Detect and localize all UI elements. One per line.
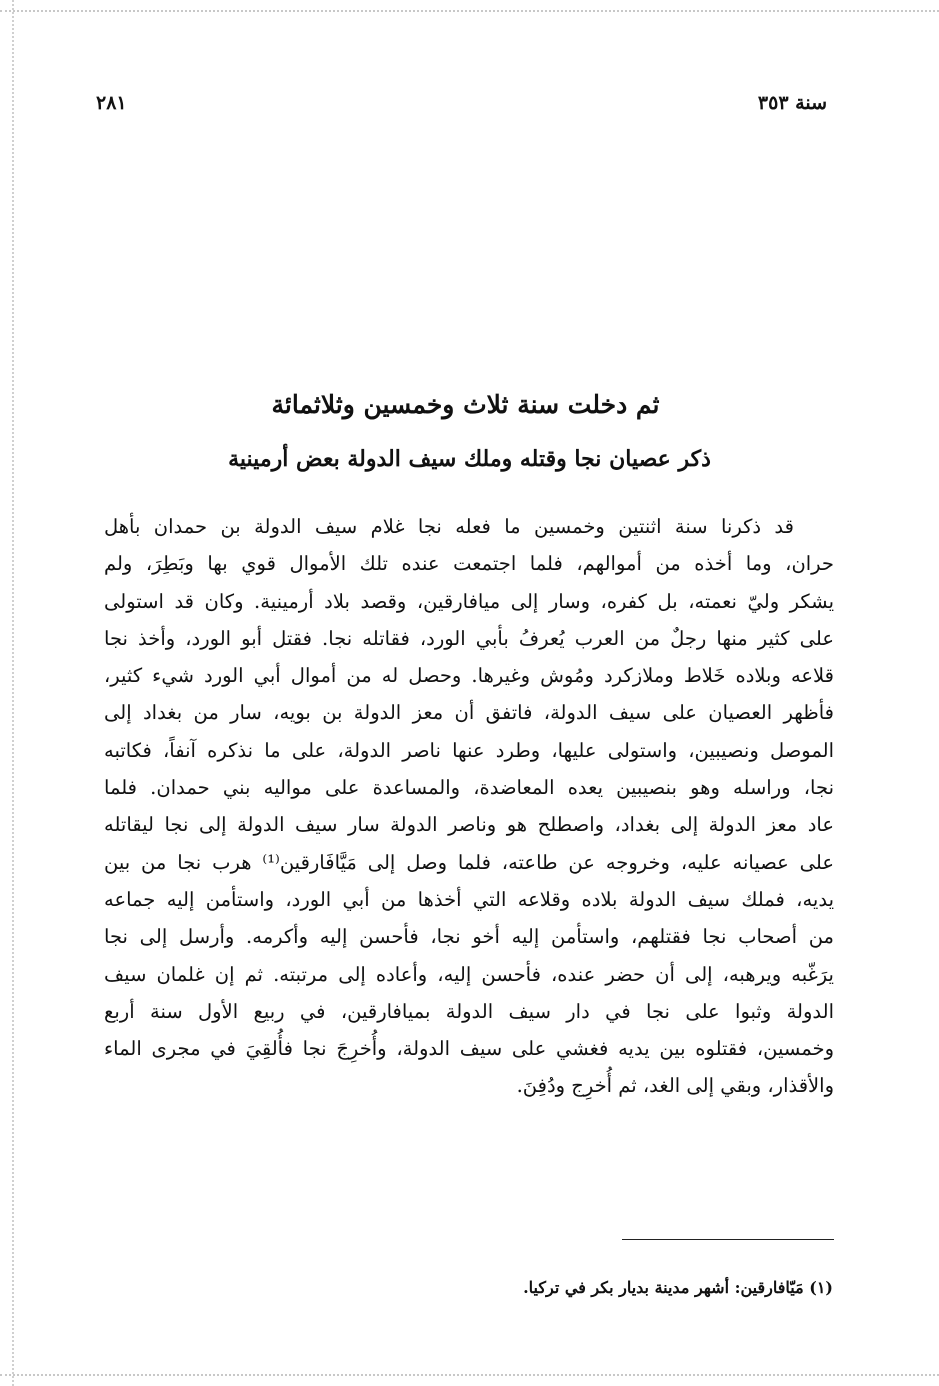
body-line: قد ذكرنا سنة اثنتين وخمسين ما فعله نجا غلام سيف الدولة بن حمدان بأهل	[104, 515, 794, 538]
running-head: سنة ٣٥٣	[757, 92, 827, 114]
body-line: من أصحاب نجا فقتلهم، واستأمن إليه أخو نجا، فأحسن إليه وأكرمه. وأرسل إلى نجا	[104, 925, 834, 949]
footnote: (١) مَيّافارقين: أشهر مدينة بديار بكر في تركيا.	[523, 1278, 833, 1297]
body-line: نجا، وراسله وهو بنصيبين يعده المعاضدة، والمساعدة على مواليه بني حمدان. فلما	[104, 776, 834, 800]
body-line: على عصيانه عليه، وخروجه عن طاعته، فلما وصل إلى مَيَّافَارقين⁽¹⁾ هرب نجا من بين	[104, 850, 835, 874]
body-line: حران، وما أخذه من أموالهم، فلما اجتمعت عنده تلك الأموال قوي بها وبَطِرَ، ولم	[104, 552, 834, 576]
scan-border-top	[0, 0, 939, 12]
body-line: وخمسين، فقتلوه بين يديه فغشي على سيف الدولة، وأُخرِجَ نجا فأُلقِيَ في مجرى الماء	[104, 1037, 834, 1061]
body-text	[104, 508, 834, 1105]
page-number: ٢٨١	[96, 92, 127, 114]
footnote-separator	[622, 1239, 834, 1240]
body-line: فأظهر العصيان على سيف الدولة، فاتفق أن معز الدولة بن بويه، سار من بغداد إلى	[104, 701, 834, 725]
body-line: عاد معز الدولة إلى بغداد، واصطلح هو وناصر الدولة سار سيف الدولة إلى نجا ليقاتله	[104, 813, 834, 837]
body-line: الموصل ونصيبين، واستولى عليها، وطرد عنها ناصر الدولة، على ما نذكره آنفاً، فكاتبه	[104, 738, 834, 762]
body-line: على كثير منها رجلٌ من العرب يُعرفُ بأبي الورد، فقاتله نجا. فقتل أبو الورد، وأخذ نجا	[104, 626, 834, 650]
scan-border-bottom	[0, 1374, 939, 1386]
body-line: قلاعه وبلاده خَلاط وملازكرد ومُوش وغيرها. وحصل له من أموال أبي الورد شيء كثير،	[104, 664, 834, 688]
body-line: الدولة وثبوا على نجا في دار سيف الدولة بميافارقين، في ربيع الأول سنة أربع	[104, 999, 834, 1023]
body-line: يشكر وليّ نعمته، بل كفره، وسار إلى ميافارقين، وقصد بلاد أرمينية. وكان قد استولى	[104, 589, 834, 613]
chapter-title: ثم دخلت سنة ثلاث وخمسين وثلاثمائة	[271, 390, 660, 419]
body-line: يديه، فملك سيف الدولة بلاده وقلاعه التي أخذها من أبي الورد، واستأمن إليه جماعه	[104, 887, 834, 911]
body-line: والأقذار، وبقي إلى الغد، ثم أُخرِج ودُفِنَ.	[516, 1074, 834, 1098]
section-title: ذكر عصيان نجا وقتله وملك سيف الدولة بعض أرمينية	[228, 446, 711, 472]
body-line: يرَغّبه ويرهبه، إلى أن حضر عنده، فأحسن إليه، وأعاده إلى مرتبته. ثم إن غلمان سيف	[104, 962, 834, 986]
scan-border-left	[0, 0, 14, 1386]
